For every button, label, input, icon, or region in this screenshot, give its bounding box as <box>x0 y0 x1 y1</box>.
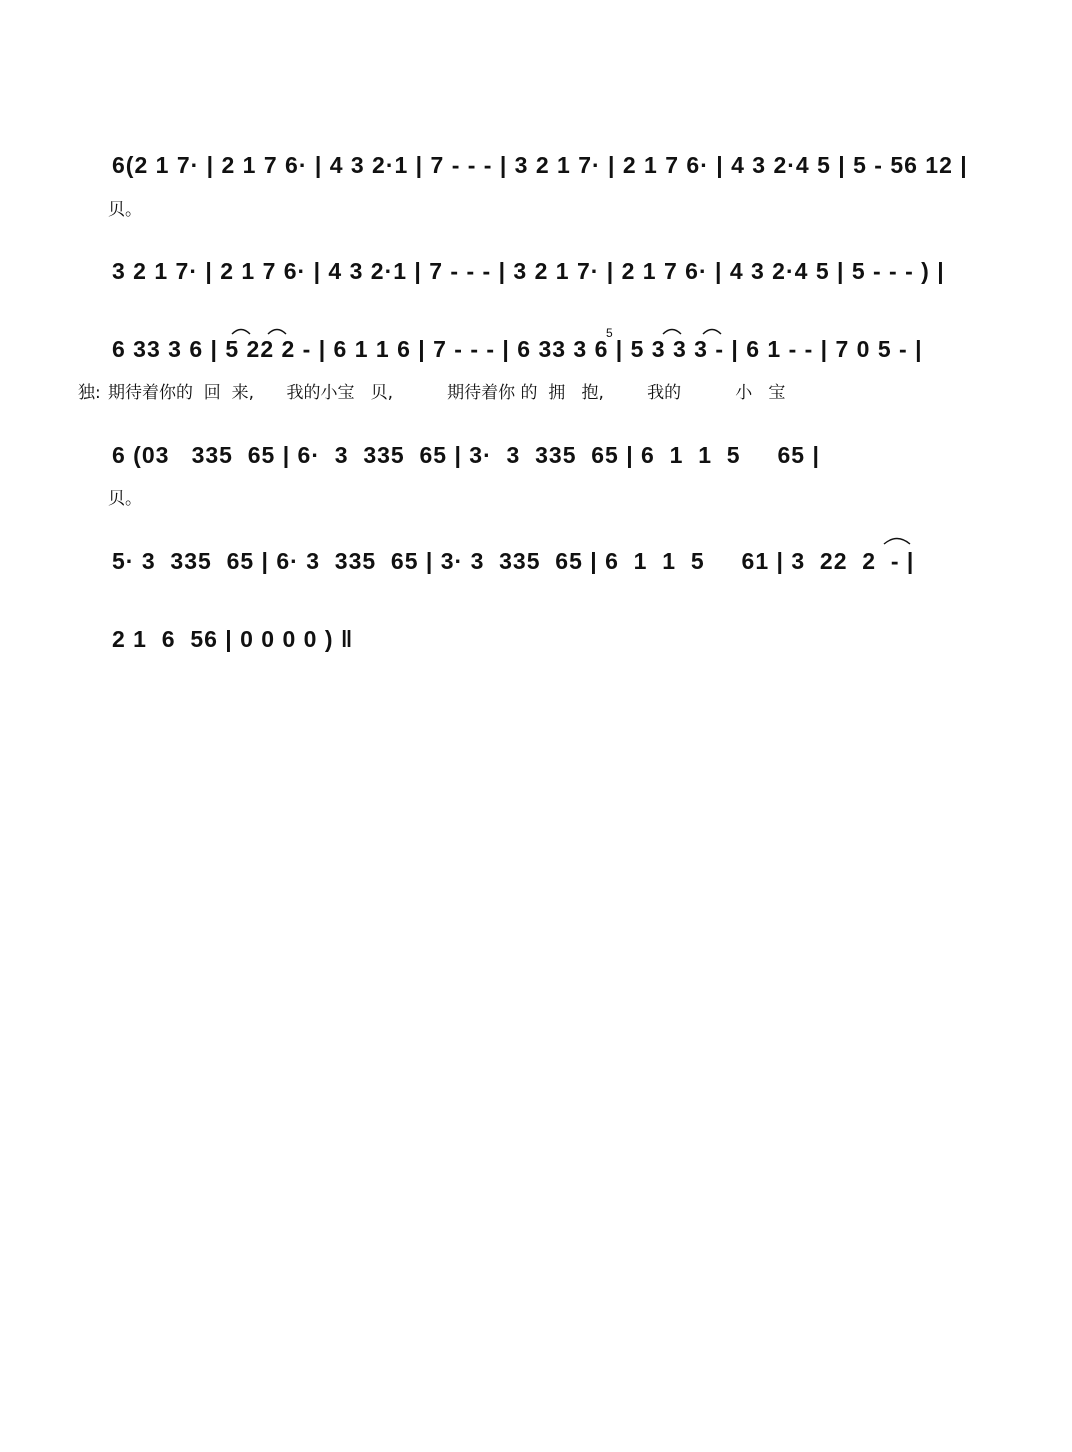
score-line-4-lyrics: 贝。 <box>108 489 142 509</box>
score-line-3-lyrics: 期待着你的 回 来, 我的小宝 贝, 期待着你 的 拥 抱, 我的 小 宝 <box>108 383 786 403</box>
slur <box>268 330 286 335</box>
score-line-6-notes: 2 1 6 56 | 0 0 0 0 ) ‖ <box>112 626 354 652</box>
score-line-1-lyrics: 贝。 <box>108 200 142 220</box>
solo-label: 独: <box>78 383 101 403</box>
score-line-2-notes: 3 2 1 7· | 2 1 7 6· | 4 3 2·1 | 7 - - - | 3 2 1 7· | 2 1 7 6· | 4 3 2·4 5 | 5 - - - ) | <box>112 258 945 284</box>
score-line-4-notes: 6 (03 335 65 | 6· 3 335 65 | 3· 3 335 65 | 6 1 1 5 65 | <box>112 442 820 468</box>
grace-note: 5 <box>606 326 614 340</box>
score-line-5-notes: 5· 3 335 65 | 6· 3 335 65 | 3· 3 335 65 | 6 1 1 5 61 | 3 22 2 - | <box>112 548 915 574</box>
slur <box>663 330 681 335</box>
score-line-1-notes: 6(2 1 7· | 2 1 7 6· | 4 3 2·1 | 7 - - - | 3 2 1 7· | 2 1 7 6· | 4 3 2·4 5 | 5 - 56 12 | <box>112 152 968 178</box>
slur <box>884 539 910 545</box>
slur <box>232 330 250 335</box>
slur <box>703 330 721 335</box>
score-line-3-notes: 6 33 3 6 | 5 22 2 - | 6 1 1 6 | 7 - - - | 6 33 3 6 | 5 3 3 3 - | 6 1 - - | 7 0 5 - | <box>112 336 923 362</box>
